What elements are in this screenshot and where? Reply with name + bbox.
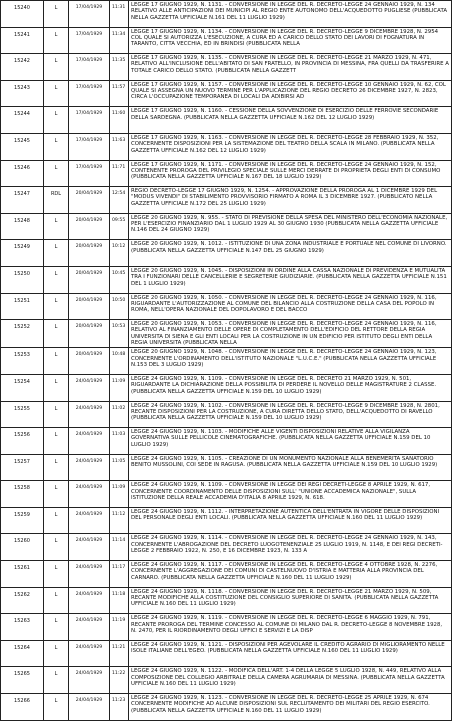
record-date: 17/04/1929 (69, 133, 110, 160)
record-time: 11:71 (110, 160, 129, 187)
act-type: L (44, 133, 69, 160)
record-number: 15250 (1, 266, 44, 293)
record-date: 17/04/1929 (69, 1, 110, 28)
record-time: 12:54 (110, 187, 129, 214)
record-time: 11:19 (110, 614, 129, 641)
act-type: L (44, 454, 69, 481)
act-type: L (44, 80, 69, 107)
record-time: 11:31 (110, 1, 129, 28)
act-description: LEGGE 24 GIUGNO 1929, N. 1123. - CONVERSIONE IN LEGGE DEL R. DECRETO-LEGGE 25 APRILE 1929, N. 674 CONCERNENTE MODIFICHE AD ALCUNE DISPOSIZIONI SUL RECLUTAMENTO DEI MILITARI DEL REGIO ESERCITO. (PUBBLICATA NELLA GAZZETTA UFFICIALE N.160 DEL 11 LUGLIO 1929) (129, 694, 452, 721)
record-time: 11:35 (110, 54, 129, 81)
act-description: LEGGE 24 GIUGNO 1929, N. 1117. - CONVERSIONE IN LEGGE DEL R. DECRETO-LEGGE 4 OTTOBRE 1928, N. 2276, CONCERNENTE L'AGGREGAZIONE DEI COMUNI DI CASTELNUOVO D'ISTRIA E MATTERIA ALLA PROVINCIA DEL CARNARO. (PUBBLICATA NELLA GAZZETTA UFFICIALE N.160 DEL 11 LUGLIO 1929) (129, 561, 452, 588)
record-time: 11:05 (110, 454, 129, 481)
record-time: 11:21 (110, 640, 129, 667)
record-time: 11:60 (110, 107, 129, 134)
record-date: 24/04/1929 (69, 694, 110, 721)
record-number: 15266 (1, 694, 44, 721)
record-date: 24/04/1929 (69, 534, 110, 561)
table-row (1, 561, 452, 588)
record-time: 11:09 (110, 374, 129, 401)
record-number: 15242 (1, 54, 44, 81)
act-description: LEGGE 20 GIUGNO 1929, N. 1050. - CONVERSIONE IN LEGGE DEL R. DECRETO-LEGGE 24 GENNAIO 1929, N. 116, RIGUARDANTE L'AUTORIZZAZIONE AL COMUNE DEL BILANCIO ALLA COSTRUZIONE DELLA CASA DEL POPOLO IN ROMA, NELL'OPERA NAZIONALE DEL DOPOLAVORO E DEL BACCO (129, 293, 452, 320)
act-type: L (44, 534, 69, 561)
act-description: LEGGE 17 GIUGNO 1929, N. 1171. - CONVERSIONE IN LEGGE DEL R. DECRETO-LEGGE 24 GENNAIO 1929, N. 152, CONTENENTE PROROGA DEL PRIVILEGIO SPECIALE SULLE MERCI DERRATE DI PROPRIETA DEGLI ENTI DI CONSUMO (PUBBLICATA NELLA GAZZETTA UFFICIALE N.167 DEL 18 LUGLIO 1929) (129, 160, 452, 187)
table-row (1, 694, 452, 721)
record-number: 15255 (1, 401, 44, 428)
act-type: L (44, 614, 69, 641)
record-number: 15245 (1, 133, 44, 160)
table-row (1, 481, 452, 508)
act-type: L (44, 667, 69, 694)
table-row (1, 160, 452, 187)
act-description: LEGGE 17 GIUGNO 1929, N. 1157. - CONVERSIONE IN LEGGE DEL R. DECRETO-LEGGE 10 GENNAIO 1929, N. 62, COL QUALE SI ASSEGNA UN NUOVO TERMINE PER L'APPLICAZIONE DEL REGIO DECRETO 26 DICEMBRE 1927, N. 2823, CIRCA L'OCCUPAZIONE TEMPORANEA DI LOCALI DA ADIBIRSI AD (129, 80, 452, 107)
record-time: 10:50 (110, 293, 129, 320)
record-time: 10:12 (110, 240, 129, 267)
record-time: 11:34 (110, 27, 129, 54)
table-row (1, 401, 452, 428)
record-date: 24/04/1929 (69, 374, 110, 401)
record-date: 20/04/1929 (69, 213, 110, 240)
record-date: 24/04/1929 (69, 507, 110, 534)
act-type: L (44, 428, 69, 455)
record-number: 15265 (1, 667, 44, 694)
record-date: 20/04/1929 (69, 320, 110, 348)
record-time: 10:53 (110, 320, 129, 348)
act-type: L (44, 1, 69, 28)
act-description: LEGGE 20 GIUGNO 1929, N. 955. - STATO DI PREVISIONE DELLA SPESA DEL MINISTERO DELL'ECONOMIA NAZIONALE, PER L'ESERCIZIO FINANZIARIO DAL 1 LUGLIO 1929 AL 30 GIUGNO 1930 (PUBBLICATA NELLA GAZZETTA UFFICIALE N.146 DEL 24 GIUGNO 1929) (129, 213, 452, 240)
act-description: LEGGE 24 GIUGNO 1929, N. 1118. - CONVERSIONE IN LEGGE DEL R. DECRETO-LEGGE 21 MARZO 1929, N. 509, RECANTE MODIFICHE ALLA COSTITUZIONE DEL CONSIGLIO SUPERIORE DI SANITA. (PUBBLICATA NELLA GAZZETTA UFFICIALE N.160 DEL 11 LUGLIO 1929) (129, 587, 452, 614)
act-type: L (44, 587, 69, 614)
act-description: LEGGE 24 GIUGNO 1929, N. 1122. - MODIFICA DELL'ART. 1-4 DELLA LEGGE 5 LUGLIO 1928, N. 449, RELATIVO ALLA COMPOSIZIONE DEL COLLEGIO ARBITRALE DELLA CAMERA AGRUMARIA DI MESSINA. (PUBBLICATA NELLA GAZZETTA UFFICIALE N.160 DEL 11 LUGLIO 1929) (129, 667, 452, 694)
table-row (1, 80, 452, 107)
table-row (1, 54, 452, 81)
record-date: 17/04/1929 (69, 160, 110, 187)
record-number: 15256 (1, 428, 44, 455)
record-number: 15244 (1, 107, 44, 134)
record-number: 15248 (1, 213, 44, 240)
act-type: L (44, 374, 69, 401)
record-time: 11:02 (110, 401, 129, 428)
act-description: LEGGE 17 GIUGNO 1929, N. 1131. - CONVERSIONE IN LEGGE DEL R. DECRETO-LEGGE 24 GENNAIO 1929, N. 134 RELATIVO ALLE ANTICIPAZIONI DEI MUNICIPI AL REGIO ENTE AUTONOMO DELL'ACQUEDOTTO PUGLIESE (PUBBLICATA NELLA GAZZETTA UFFICIALE N.161 DEL 11 LUGLIO 1929) (129, 1, 452, 28)
record-time: 11:23 (110, 694, 129, 721)
record-date: 20/04/1929 (69, 348, 110, 375)
act-type: L (44, 481, 69, 508)
table-row (1, 320, 452, 348)
act-type: L (44, 293, 69, 320)
record-time: 11:17 (110, 561, 129, 588)
table-row (1, 640, 452, 667)
record-number: 15257 (1, 454, 44, 481)
record-date: 24/04/1929 (69, 481, 110, 508)
record-time: 11:22 (110, 667, 129, 694)
record-number: 15249 (1, 240, 44, 267)
act-type: L (44, 54, 69, 81)
record-number: 15253 (1, 348, 44, 375)
act-description: LEGGE 24 GIUGNO 1929, N. 1103. - MODIFICHE ALLE VIGENTI DISPOSIZIONI RELATIVE ALLA VIGILANZA GOVERNATIVA SULLE PELLICOLE CINEMATOGRAFICHE. (PUBBLICATA NELLA GAZZETTA UFFICIALE N.159 DEL 10 LUGLIO 1929) (129, 428, 452, 455)
act-description: REGIO DECRETO-LEGGE 17 GIUGNO 1929, N. 1254. - APPROVAZIONE DELLA PROROGA AL 1 DICEMBRE 1929 DEL "MODUS VIVENDI" DI STABILIMENTO PROVVISORIO FIRMATO A ROMA IL 3 DICEMBRE 1927. (PUBBLICATO NELLA GAZZETTA UFFICIALE N.172 DEL 25 LUGLIO 1929) (129, 187, 452, 214)
record-time: 11:18 (110, 587, 129, 614)
record-number: 15243 (1, 80, 44, 107)
record-time: 09:55 (110, 213, 129, 240)
act-description: LEGGE 24 GIUGNO 1929, N. 1109. - CONVERSIONE IN LEGGE DEL R. DECRETO 21 MARZO 1929, N. 501, RIGUARDANTE LA DICHIARAZIONE DELLA POSSIBILITA DI PERDERE IL NOVELLO DELLE MAGISTRATURE 2 CLASSE. (PUBBLICATA NELLA GAZZETTA UFFICIALE N.159 DEL 10 LUGLIO 1929) (129, 374, 452, 401)
record-date: 20/04/1929 (69, 293, 110, 320)
table-row (1, 266, 452, 293)
table-row (1, 1, 452, 28)
record-date: 17/04/1929 (69, 27, 110, 54)
record-date: 24/04/1929 (69, 640, 110, 667)
record-number: 15246 (1, 160, 44, 187)
act-type: L (44, 213, 69, 240)
table-row (1, 187, 452, 214)
record-date: 17/04/1929 (69, 107, 110, 134)
record-number: 15262 (1, 587, 44, 614)
act-type: L (44, 27, 69, 54)
act-description: LEGGE 17 GIUGNO 1929, N. 1163. - CONVERSIONE IN LEGGE DEL R. DECRETO-LEGGE 28 FEBBRAIO 1929, N. 352, CONCERNENTE DISPOSIZIONI PER LA SISTEMAZIONE DEL TEATRO DELLA SCALA IN MILANO. (PUBBLICATA NELLA GAZZETTA UFFICIALE N.162 DEL 12 LUGLIO 1929) (129, 133, 452, 160)
table-row (1, 293, 452, 320)
act-type: L (44, 401, 69, 428)
record-number: 15261 (1, 561, 44, 588)
table-row (1, 454, 452, 481)
act-type: L (44, 561, 69, 588)
act-description: LEGGE 20 GIUGNO 1929, N. 1053. - CONVERSIONE IN LEGGE DEL R. DECRETO-LEGGE 24 GENNAIO 1929, N. 116, RELATIVO AL FINANZIAMENTO DELLE OPERE DI COMPLETAMENTO DELL'EDIFICIO DEL RETTORE DELLA REGIA UNIVERSITA DI SIENA E GLI ENTI LOCALI PER LA COSTRUZIONE IN UN EDIFICIO PER ISTITUTO DEGLI ENTI DELLA REGIA UNIVERSITA (PUBBLICATA NELLA (129, 320, 452, 348)
table-row (1, 428, 452, 455)
record-date: 24/04/1929 (69, 401, 110, 428)
act-description: LEGGE 20 GIUGNO 1929, N. 1048. - CONVERSIONE IN LEGGE DEL R. DECRETO-LEGGE 24 GENNAIO 1929, N. 123, CONCERNENTE L'ORDINAMENTO DELL'ISTITUTO NAZIONALE "L.U.C.E." (PUBBLICATA NELLA GAZZETTA UFFICIALE N.153 DEL 3 LUGLIO 1929) (129, 348, 452, 375)
act-description: LEGGE 17 GIUGNO 1929, N. 1135. - CONVERSIONE IN LEGGE DEL R. DECRETO-LEGGE 21 MARZO 1929, N. 471, RELATIVO ALL'INCLUSIONE DELL'ABITATO DI SAN FRATELLO, IN PROVINCIA DI MESSINA, FRA QUELLI DA TRASFERIRE A TOTALE CARICO DELLO STATO. (PUBBLICATA NELLA GAZZETT (129, 54, 452, 81)
record-time: 11:03 (110, 428, 129, 455)
act-type: L (44, 240, 69, 267)
act-type: L (44, 507, 69, 534)
record-time: 11:14 (110, 534, 129, 561)
record-date: 20/04/1929 (69, 240, 110, 267)
table-row (1, 667, 452, 694)
act-type: L (44, 640, 69, 667)
act-description: LEGGE 24 GIUGNO 1929, N. 1109. - CONVERSIONE IN LEGGE DEI REGI DECRETI-LEGGE 8 APRILE 1929, N. 617, CONCERNENTE COORDINAMENTO DELLE DISPOSIZIONI SULL' "UNIONE ACCADEMICA NAZIONALE", SULLA ISTITUZIONE DELLA REALE ACCADEMIA D'ITALIA 8 APRILE 1929, N. 618. (129, 481, 452, 508)
table-row (1, 240, 452, 267)
record-date: 20/04/1929 (69, 187, 110, 214)
record-date: 24/04/1929 (69, 667, 110, 694)
record-date: 20/04/1929 (69, 266, 110, 293)
table-row (1, 534, 452, 561)
record-date: 17/04/1929 (69, 54, 110, 81)
act-type: L (44, 348, 69, 375)
act-description: LEGGE 24 GIUGNO 1929, N. 1121. - DISPOSIZIONI PER AGEVOLARE IL CREDITO AGRARIO DI MIGLIORAMENTO NELLE ISOLE ITALIANE DELL'EGEO. (PUBBLICATA NELLA GAZZETTA UFFICIALE N.160 DEL 11 LUGLIO 1929) (129, 640, 452, 667)
act-type: L (44, 320, 69, 348)
record-date: 24/04/1929 (69, 428, 110, 455)
record-number: 15260 (1, 534, 44, 561)
table-row (1, 133, 452, 160)
table-row (1, 348, 452, 375)
act-description: LEGGE 24 GIUGNO 1929, N. 1114. - CONVERSIONE IN LEGGE DEL R. DECRETO-LEGGE 24 GENNAIO 1929, N. 143, CONCERNENTE L'ABROGAZIONE DEL DECRETO LUOGOTENENZIALE 25 LUGLIO 1919, N. 1148, E DEI REGI DECRETI-LEGGE 2 FEBBRAIO 1922, N. 250, E 16 DICEMBRE 1923, N. 133 A (129, 534, 452, 561)
table-row (1, 374, 452, 401)
act-type: L (44, 694, 69, 721)
act-description: LEGGE 24 GIUGNO 1929, N. 1119. - CONVERSIONE IN LEGGE DEL R. DECRETO-LEGGE 6 MAGGIO 1929, N. 791, RECANTE PROROGA DEL TERMINE CONCESSO AL COMUNE DI MILANO DAL R. DECRETO-LEGGE 8 NOVEMBRE 1928, N. 2470, PER IL RIORDINAMENTO DEGLI UFFICI E SERVIZI E LA DISP (129, 614, 452, 641)
record-time: 11:63 (110, 133, 129, 160)
record-date: 24/04/1929 (69, 587, 110, 614)
record-number: 15247 (1, 187, 44, 214)
record-number: 15252 (1, 320, 44, 348)
record-number: 15254 (1, 374, 44, 401)
record-date: 24/04/1929 (69, 561, 110, 588)
table-row (1, 27, 452, 54)
act-type: L (44, 160, 69, 187)
record-number: 15258 (1, 481, 44, 508)
record-time: 11:12 (110, 507, 129, 534)
act-description: LEGGE 24 GIUGNO 1929, N. 1105. - CREAZIONE DI UN MONUMENTO NAZIONALE ALLA BENEMERITA SANATORIO BENITO MUSSOLINI, COI SEDE IN RAGUSA. (PUBBLICATA NELLA GAZZETTA UFFICIALE N.159 DEL 10 LUGLIO 1929) (129, 454, 452, 481)
record-time: 11:57 (110, 80, 129, 107)
record-time: 11:09 (110, 481, 129, 508)
table-row (1, 587, 452, 614)
act-description: LEGGE 17 GIUGNO 1929, N. 1134. - CONVERSIONE IN LEGGE DEL R. DECRETO-LEGGE 9 DICEMBRE 1928, N. 2954 COL QUALE SI AUTORIZZA L'ESECUZIONE, A CURA ED A CARICO DELLO STATO DEI LAVORI DI FOGNATURA IN TARANTO, CITTA VECCHIA, ED IN BRINDISI (PUBBLICATA NELLA (129, 27, 452, 54)
act-description: LEGGE 20 GIUGNO 1929, N. 1045. - DISPOSIZIONI IN ORDINE ALLA CASSA NAZIONALE DI PREVIDENZA E MUTUALITA TRA I FUNZIONARI DELLE CANCELLERIE E SEGRETERIE GIUDIZIARIE. (PUBBLICATA NELLA GAZZETTA UFFICIALE N.151 DEL 1 LUGLIO 1929) (129, 266, 452, 293)
record-number: 15259 (1, 507, 44, 534)
act-type: L (44, 266, 69, 293)
record-time: 10:45 (110, 266, 129, 293)
act-description: LEGGE 24 GIUGNO 1929, N. 1112. - INTERPRETAZIONE AUTENTICA DELL'ENTRATA IN VIGORE DELLE DISPOSIZIONI DEL PERSONALE DEGLI ENTI LOCALI. (PUBBLICATA NELLA GAZZETTA UFFICIALE N.160 DEL 11 LUGLIO 1929) (129, 507, 452, 534)
act-description: LEGGE 20 GIUGNO 1929, N. 1012. - ISTITUZIONE DI UNA ZONA INDUSTRIALE E PORTUALE NEL COMUNE DI LIVORNO. (PUBBLICATA NELLA GAZZETTA UFFICIALE N.147 DEL 25 GIUGNO 1929) (129, 240, 452, 267)
table-row (1, 507, 452, 534)
record-number: 15263 (1, 614, 44, 641)
record-time: 10:48 (110, 348, 129, 375)
record-number: 15251 (1, 293, 44, 320)
act-type: RDL (44, 187, 69, 214)
table-row (1, 107, 452, 134)
record-number: 15264 (1, 640, 44, 667)
record-date: 24/04/1929 (69, 614, 110, 641)
record-number: 15240 (1, 1, 44, 28)
act-type: L (44, 107, 69, 134)
act-description: LEGGE 17 GIUGNO 1929, N. 1160. - CESSIONE DELLA SOVVENZIONE DI ESERCIZIO DELLE FERROVIE SECONDARIE DELLA SARDEGNA. (PUBBLICATA NELLA GAZZETTA UFFICIALE N.162 DEL 12 LUGLIO 1929) (129, 107, 452, 134)
table-row (1, 213, 452, 240)
record-date: 24/04/1929 (69, 454, 110, 481)
table-row (1, 614, 452, 641)
record-number: 15241 (1, 27, 44, 54)
act-description: LEGGE 24 GIUGNO 1929, N. 1102. - CONVERSIONE IN LEGGE DEL R. DECRETO-LEGGE 9 DICEMBRE 1928, N. 2801, RECANTE DISPOSIZIONI PER LA COSTRUZIONE, A CURA DIRETTA DELLO STATO, DELL'ACQUEDOTTO DI RAVELLO (PUBBLICATA NELLA GAZZETTA UFFICIALE N.159 DEL 10 LUGLIO 1929) (129, 401, 452, 428)
record-date: 17/04/1929 (69, 80, 110, 107)
